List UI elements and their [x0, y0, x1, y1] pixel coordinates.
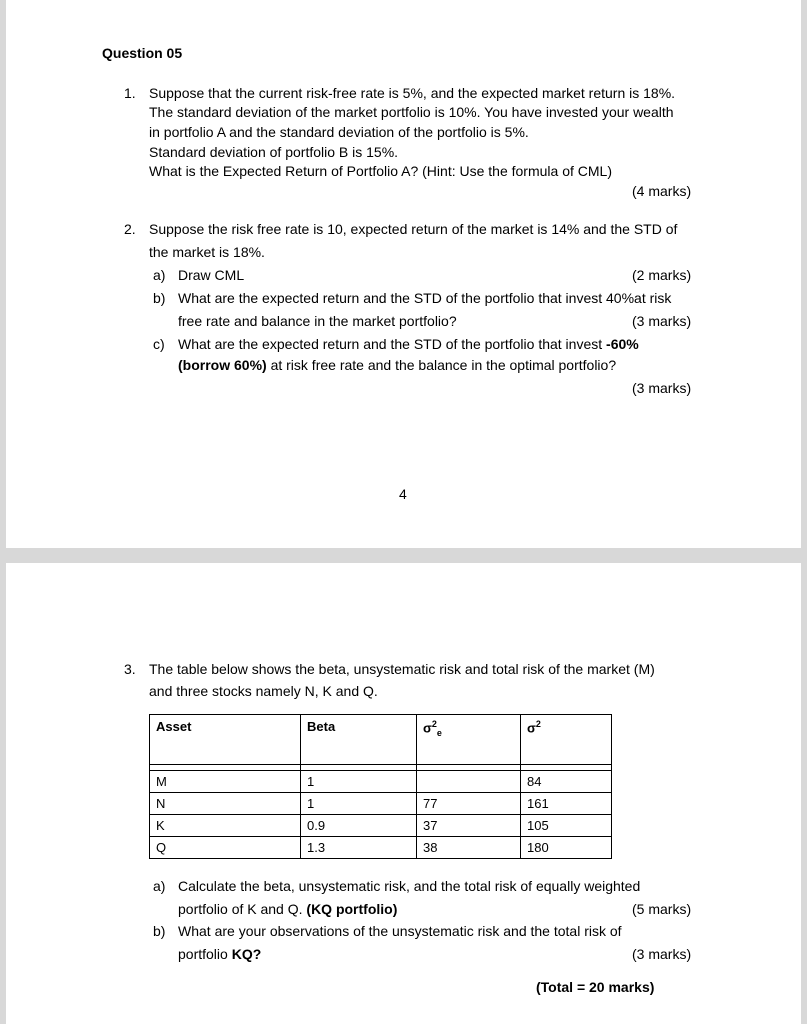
header-unsystematic-variance: $\sigma^2_e$	[417, 715, 521, 765]
q2-line-1: Suppose the risk free rate is 10, expected return of the market is 14% and the STD of	[149, 221, 678, 237]
q2c-bold-1: -60%	[606, 336, 639, 352]
q3b-label: b)	[153, 923, 166, 939]
q1-line-5: What is the Expected Return of Portfolio A? (Hint: Use the formula of CML)	[149, 163, 612, 179]
q2c-line-2	[178, 356, 616, 375]
question-title: Question 05	[102, 45, 183, 61]
q1-line-4: Standard deviation of portfolio B is 15%.	[149, 144, 399, 160]
q3a-line-1: Calculate the beta, unsystematic risk, and the total risk of equally weighted	[178, 878, 641, 894]
q3-number: 3.	[124, 661, 136, 677]
q1-marks: (4 marks)	[632, 183, 692, 199]
table-row: M 1 84	[150, 771, 612, 793]
page-1	[6, 0, 801, 548]
header-total-variance: $\sigma^2$	[521, 715, 612, 765]
q2b-label: b)	[153, 290, 166, 306]
q3a-marks: (5 marks)	[632, 901, 692, 917]
q3b-line-1: What are your observations of the unsystematic risk and the total risk of	[178, 923, 622, 939]
q1-line-1: Suppose that the current risk-free rate is 5%, and the expected market return is 18%.	[149, 85, 676, 101]
kq-bold: KQ?	[231, 946, 262, 962]
q2c-text-2: at risk free rate and the balance in the optimal portfolio?	[266, 357, 617, 373]
q2c-bold-2: (borrow 60%)	[178, 357, 267, 373]
risk-table	[149, 714, 612, 859]
table-row: N 1 77 161	[150, 793, 612, 815]
q3-line-1: The table below shows the beta, unsystematic risk and total risk of the market (M)	[149, 661, 655, 677]
table-row: K 0.9 37 105	[150, 815, 612, 837]
q2c-label: c)	[153, 336, 165, 352]
q3b-line-2: portfolio KQ?	[178, 946, 262, 962]
table-row: Q 1.3 38 180	[150, 837, 612, 859]
q2c-text-1: What are the expected return and the STD of the portfolio that invest	[178, 336, 603, 352]
q2a-text: Draw CML	[178, 267, 245, 283]
q3b-marks: (3 marks)	[632, 946, 692, 962]
header-beta: Beta	[301, 715, 417, 765]
q2-number: 2.	[124, 221, 136, 237]
q3-line-2: and three stocks namely N, K and Q.	[149, 683, 378, 699]
q1-line-2: The standard deviation of the market portfolio is 10%. You have invested your wealth	[149, 104, 674, 120]
q2c-marks: (3 marks)	[632, 380, 692, 396]
q1-line-3: in portfolio A and the standard deviation of the portfolio is 5%.	[149, 124, 529, 140]
q2b-line-2: free rate and balance in the market portfolio?	[178, 313, 457, 329]
q1-number: 1.	[124, 85, 136, 101]
q2c-line-1	[178, 335, 639, 354]
page-2	[6, 563, 801, 1024]
q2a-marks: (2 marks)	[632, 267, 692, 283]
page-number: 4	[399, 486, 407, 502]
q3a-label: a)	[153, 878, 166, 894]
q2b-marks: (3 marks)	[632, 313, 692, 329]
q2-line-2: the market is 18%.	[149, 244, 265, 260]
header-asset: Asset	[150, 715, 301, 765]
q2a-label: a)	[153, 267, 166, 283]
kq-portfolio-bold: (KQ portfolio)	[306, 901, 398, 917]
table-header-row	[150, 715, 612, 765]
q3a-line-2: portfolio of K and Q. (KQ portfolio)	[178, 901, 398, 917]
total-marks: (Total = 20 marks)	[536, 979, 655, 995]
q2b-line-1: What are the expected return and the STD of the portfolio that invest 40%at risk	[178, 290, 672, 306]
